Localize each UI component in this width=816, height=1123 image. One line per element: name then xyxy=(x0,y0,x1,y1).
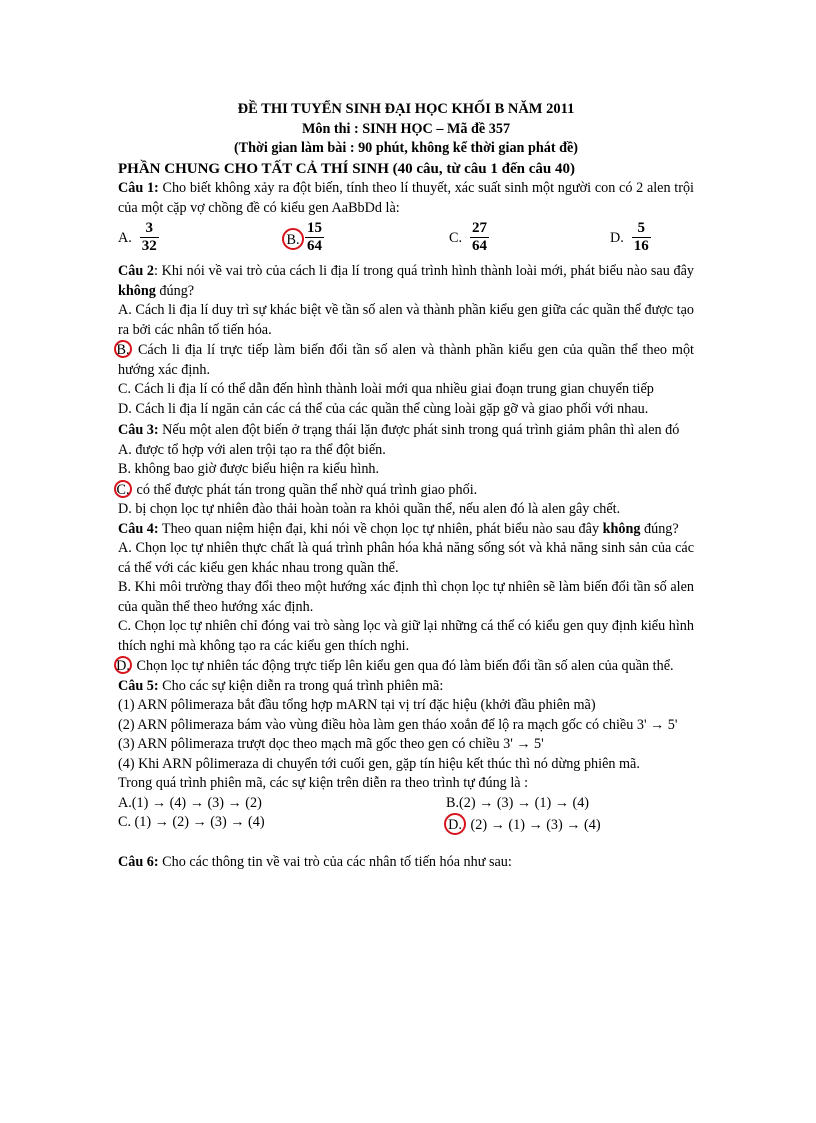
event-3: (3) ARN pôlimeraza trượt dọc theo mạch mã gốc theo gen có chiều 3' → 5' xyxy=(118,736,544,752)
fraction: $\frac{3}{32}$ xyxy=(141,220,157,254)
options-row-1 xyxy=(118,794,694,814)
question-label: Câu 1: xyxy=(118,180,159,196)
question-prompt: Trong quá trình phiên mã, các sự kiện trên diễn ra theo trình tự đúng là : xyxy=(118,775,529,791)
option-d[interactable]: D. bị chọn lọc tự nhiên đào thải hoàn toàn ra khỏi quần thể, nếu alen đó là alen gây chết. xyxy=(118,501,621,517)
option-b[interactable]: B.(2) → (3) → (1) → (4) xyxy=(446,794,590,811)
option-a[interactable]: A. Cách li địa lí duy trì sự khác biệt về tần số alen và thành phần kiểu gen giữa các quần thể được tạo ra bởi các nhân tố tiến hóa. xyxy=(118,302,694,338)
option-letter: C. xyxy=(449,229,463,246)
option-c[interactable]: C. Cách li địa lí có thể dẫn đến hình thành loài mới qua nhiều giai đoạn trung gian chuyển tiếp xyxy=(118,381,654,397)
option-b[interactable]: B. Cách li địa lí trực tiếp làm biến đổi tần số alen và thành phần kiểu gen của quần thể theo một hướng xác định. xyxy=(118,340,694,380)
option-a[interactable]: A.(1) → (4) → (3) → (2) xyxy=(118,794,262,811)
option-d[interactable]: D. Cách li địa lí ngăn cản các cá thể của các quần thể cùng loài gặp gỡ và giao phối với nhau. xyxy=(118,400,649,417)
event-2: (2) ARN pôlimeraza bám vào vùng điều hòa làm gen tháo xoắn để lộ ra mạch gốc có chiều 3' → 5' xyxy=(118,716,678,733)
option-a[interactable] xyxy=(118,220,159,255)
options-row-2 xyxy=(118,813,694,833)
event-4: (4) Khi ARN pôlimeraza di chuyển tới cuối gen, gặp tín hiệu kết thúc thì nó dừng phiên mã. xyxy=(118,755,640,772)
fraction: $\frac{5}{16}$ xyxy=(633,220,649,254)
exam-title: ĐỀ THI TUYỂN SINH ĐẠI HỌC KHỐI B NĂM 2011 xyxy=(237,101,575,117)
option-c[interactable]: C. có thể được phát tán trong quần thể nhờ quá trình giao phối. xyxy=(118,480,694,501)
question-2: Câu 2: Khi nói về vai trò của cách li địa lí trong quá trình hình thành loài mới, phát biểu nào sau đây không đúng? xyxy=(118,263,694,299)
exam-time: (Thời gian làm bài : 90 phút, không kể thời gian phát đề) xyxy=(233,140,579,156)
section-heading: PHẦN CHUNG CHO TẤT CẢ THÍ SINH (40 câu, từ câu 1 đến câu 40) xyxy=(118,160,575,177)
selected-answer-circle: C. xyxy=(114,480,132,498)
selected-answer-circle: D. xyxy=(444,813,466,835)
question-label: Câu 5: xyxy=(118,677,159,694)
option-a[interactable]: A. Chọn lọc tự nhiên thực chất là quá trình phân hóa khả năng sống sót và khả năng sinh sản của các cá thể với các kiểu gen khác nhau trong quần thể. xyxy=(118,540,694,576)
selected-answer-circle: B. xyxy=(282,228,304,250)
selected-answer-circle: D. xyxy=(114,656,132,674)
option-letter: D. xyxy=(610,229,624,246)
question-3 xyxy=(118,421,694,441)
option-d[interactable] xyxy=(610,220,651,255)
event-1: (1) ARN pôlimeraza bắt đầu tổng hợp mARN tại vị trí đặc hiệu (khởi đầu phiên mã) xyxy=(118,697,596,713)
option-d[interactable]: D. Chọn lọc tự nhiên tác động trực tiếp lên kiểu gen qua đó làm biến đổi tần số alen của quần thể. xyxy=(118,656,694,677)
question-text: Cho các sự kiện diễn ra trong quá trình phiên mã: xyxy=(158,677,444,694)
question-4: Câu 4: Theo quan niệm hiện đại, khi nói về chọn lọc tự nhiên, phát biểu nào sau đây không đúng? xyxy=(118,520,679,537)
question-label: Câu 6: xyxy=(118,853,159,870)
question-text: Cho các thông tin về vai trò của các nhân tố tiến hóa như sau: xyxy=(158,853,512,870)
emphasis: không xyxy=(602,520,641,537)
question-text: Nếu một alen đột biến ở trạng thái lặn được phát sinh trong quá trình giảm phân thì alen đó xyxy=(158,422,680,438)
option-d[interactable]: D. (2) → (1) → (3) → (4) xyxy=(446,813,601,836)
question-label: Câu 2 xyxy=(118,263,155,279)
question-text: Cho biết không xảy ra đột biến, tính theo lí thuyết, xác suất sinh một người con có 2 alen trội của một cặp vợ chồng đề có kiểu gen AaBbDd là: xyxy=(118,180,694,216)
option-letter: A. xyxy=(118,229,132,246)
emphasis: không xyxy=(118,282,156,299)
option-b[interactable]: B. Khi môi trường thay đổi theo một hướng xác định thì chọn lọc tự nhiên sẽ làm biến đổi tần số alen của quần thể theo hướng xác định. xyxy=(118,579,694,615)
exam-page xyxy=(118,100,694,872)
question-5 xyxy=(118,677,694,697)
exam-subject: Môn thi : SINH HỌC – Mã đề 357 xyxy=(301,120,511,137)
question-1 xyxy=(118,179,694,218)
question-1-options xyxy=(118,220,694,260)
option-b[interactable] xyxy=(282,220,324,255)
option-c[interactable] xyxy=(449,220,489,255)
option-c[interactable]: C. (1) → (2) → (3) → (4) xyxy=(118,814,265,830)
option-a[interactable]: A. được tổ hợp với alen trội tạo ra thể đột biến. xyxy=(118,441,386,458)
question-6 xyxy=(118,853,694,873)
option-b[interactable]: B. không bao giờ được biểu hiện ra kiểu hình. xyxy=(118,461,380,477)
fraction: $\frac{15}{64}$ xyxy=(307,220,322,254)
selected-answer-circle: B. xyxy=(114,340,132,358)
question-label: Câu 4: xyxy=(118,520,159,537)
option-c[interactable]: C. Chọn lọc tự nhiên chỉ đóng vai trò sàng lọc và giữ lại những cá thể có kiểu gen quy định kiểu hình thích nghi mà không tạo ra các kiểu gen thích nghi. xyxy=(118,618,694,654)
fraction: $\frac{27}{64}$ xyxy=(472,220,488,254)
question-label: Câu 3: xyxy=(118,422,159,438)
